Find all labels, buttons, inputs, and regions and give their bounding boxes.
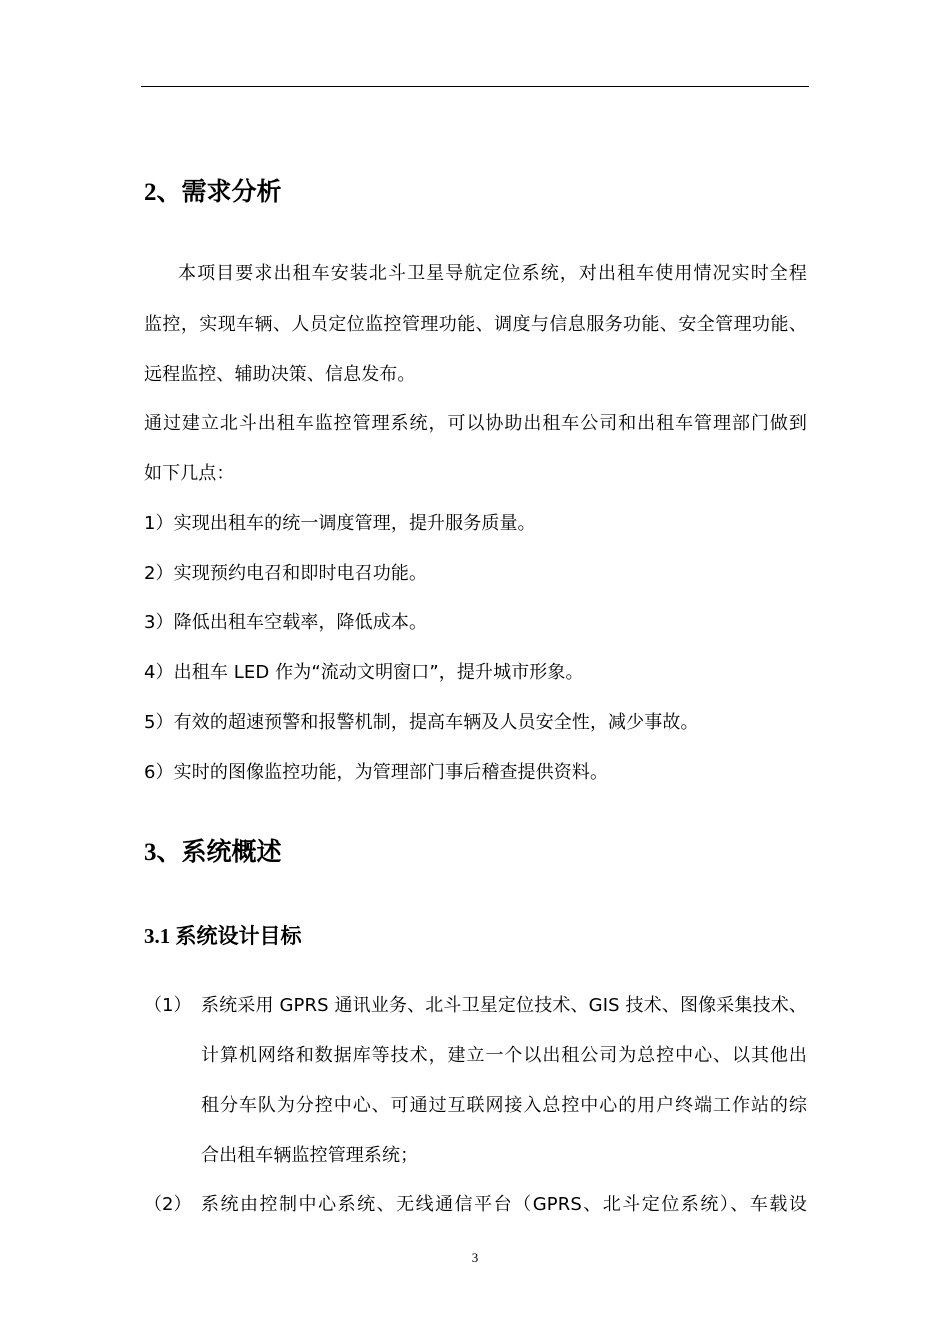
page-number: 3: [471, 1250, 479, 1265]
section-3-1-subheading: 3.1 系统设计目标: [144, 924, 302, 948]
item-1-line-3: 租分车队为分控中心、可通过互联网接入总控中心的用户终端工作站的综: [201, 1095, 807, 1116]
section-2-heading: 2、需求分析: [144, 179, 282, 206]
point-5: 5）有效的超速预警和报警机制，提高车辆及人员安全性，减少事故。: [144, 712, 699, 733]
section-3-heading: 3、系统概述: [144, 839, 282, 866]
item-2-number: （2）: [144, 1194, 192, 1215]
item-1-number: （1）: [144, 995, 192, 1016]
intro-line-2: 监控，实现车辆、人员定位监控管理功能、调度与信息服务功能、安全管理功能、: [144, 314, 807, 335]
point-4: 4）出租车 LED 作为“流动文明窗口”，提升城市形象。: [144, 662, 584, 683]
para2-line-2: 如下几点：: [144, 463, 235, 484]
item-2-line-1: 系统由控制中心系统、无线通信平台（GPRS、北斗定位系统）、车载设: [201, 1194, 807, 1215]
point-2: 2）实现预约电召和即时电召功能。: [144, 563, 428, 584]
point-1: 1）实现出租车的统一调度管理，提升服务质量。: [144, 513, 536, 534]
point-3: 3）降低出租车空载率，降低成本。: [144, 612, 428, 633]
point-6: 6）实时的图像监控功能，为管理部门事后稽查提供资料。: [144, 762, 609, 783]
item-1-line-4: 合出租车辆监控管理系统；: [201, 1145, 419, 1166]
item-1-line-2: 计算机网络和数据库等技术，建立一个以出租公司为总控中心、以其他出: [201, 1045, 807, 1066]
intro-line-1: 本项目要求出租车安装北斗卫星导航定位系统，对出租车使用情况实时全程: [178, 263, 807, 284]
intro-line-3: 远程监控、辅助决策、信息发布。: [144, 364, 416, 385]
header-rule: [141, 86, 809, 87]
item-1-line-1: 系统采用 GPRS 通讯业务、北斗卫星定位技术、GIS 技术、图像采集技术、: [201, 995, 807, 1016]
para2-line-1: 通过建立北斗出租车监控管理系统，可以协助出租车公司和出租车管理部门做到: [144, 413, 807, 434]
